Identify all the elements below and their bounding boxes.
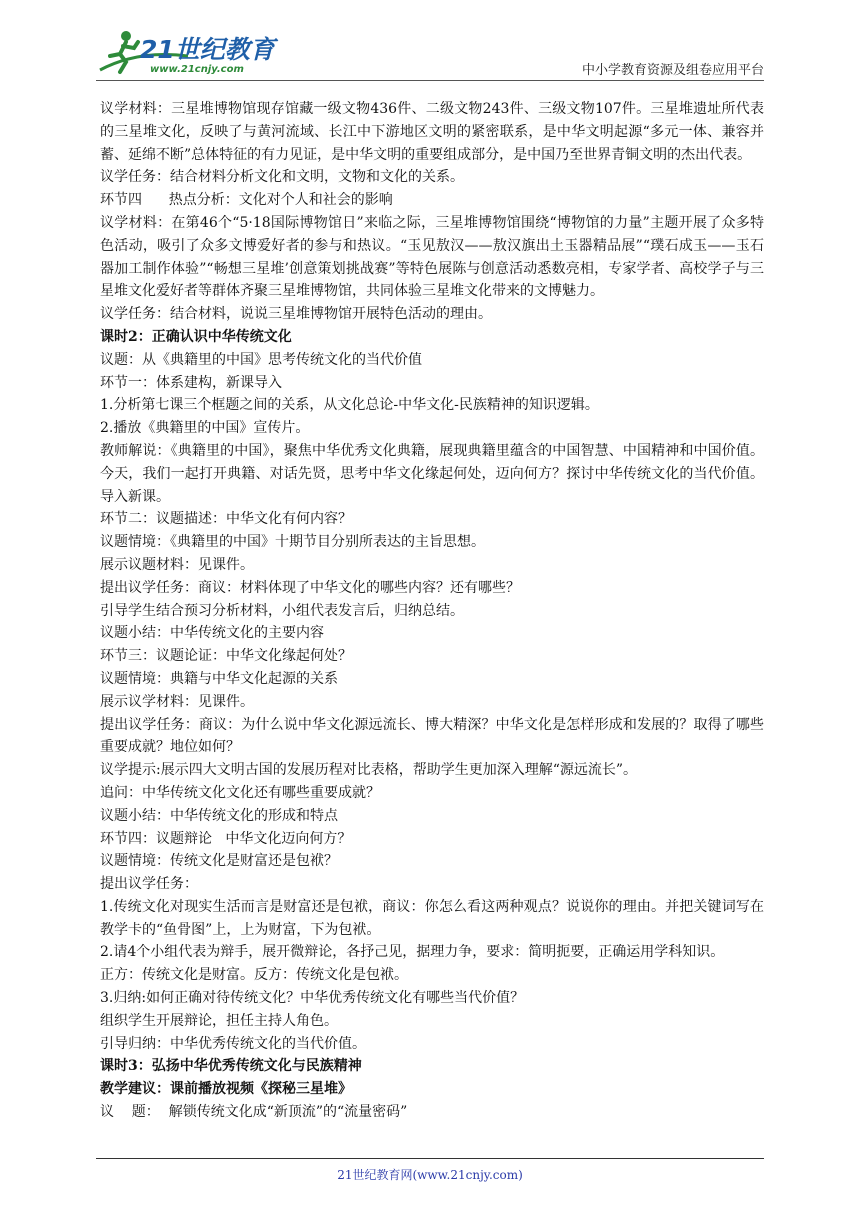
paragraph: 1.分析第七课三个框题之间的关系，从文化总论-中华文化-民族精神的知识逻辑。 (100, 397, 599, 414)
footer-divider (96, 1158, 764, 1159)
paragraph: 环节一：体系建构，新课导入 (100, 374, 282, 391)
paragraph: 议题情境：典籍与中华文化起源的关系 (100, 670, 338, 687)
paragraph: 环节四：议题辩论 中华文化迈向何方？ (100, 830, 352, 847)
site-logo (96, 26, 275, 82)
platform-name: 中小学教育资源及组卷应用平台 (581, 63, 764, 78)
paragraph: 议题情境：《典籍里的中国》十期节目分别所表达的主旨思想。 (100, 534, 485, 551)
paragraph: 议学任务：结合材料分析文化和文明，文物和文化的关系。 (100, 169, 464, 186)
paragraph: 3.归纳:如何正确对待传统文化？中华优秀传统文化有哪些当代价值？ (100, 990, 525, 1007)
footer-link[interactable]: 21世纪教育网(www.21cnjy.com) (337, 1168, 523, 1182)
section-heading: 课时3：弘扬中华优秀传统文化与民族精神 (100, 1058, 362, 1075)
paragraph: 追问：中华传统文化文化还有哪些重要成就？ (100, 784, 380, 801)
paragraph: 环节四 热点分析：文化对个人和社会的影响 (100, 192, 393, 209)
paragraph: 提出议学任务： (100, 876, 198, 893)
logo-url: www.21cnjy.com (150, 64, 244, 75)
paragraph: 引导归纳：中华优秀传统文化的当代价值。 (100, 1035, 366, 1052)
paragraph: 组织学生开展辩论，担任主持人角色。 (100, 1012, 338, 1029)
paragraph: 议题小结：中华传统文化的主要内容 (100, 625, 324, 642)
paragraph: 议题：从《典籍里的中国》思考传统文化的当代价值 (100, 351, 422, 368)
paragraph: 环节三：议题论证：中华文化缘起何处？ (100, 648, 352, 665)
paragraph: 议学任务：结合材料，说说三星堆博物馆开展特色活动的理由。 (100, 306, 492, 323)
document-body (100, 98, 764, 1124)
paragraph: 2.播放《典籍里的中国》宣传片。 (100, 420, 310, 437)
paragraph: 提出议学任务：商议：材料体现了中华文化的哪些内容？还有哪些？ (100, 579, 520, 596)
paragraph: 2.请4个小组代表为辩手，展开微辩论，各抒己见，据理力争，要求：简明扼要，正确运用学科知识。 (100, 944, 725, 961)
paragraph: 引导学生结合预习分析材料，小组代表发言后，归纳总结。 (100, 602, 464, 619)
paragraph: 展示议题材料：见课件。 (100, 556, 254, 573)
paragraph: 环节二：议题描述：中华文化有何内容？ (100, 511, 352, 528)
paragraph: 展示议学材料：见课件。 (100, 693, 254, 710)
paragraph: 议学材料：三星堆博物馆现存馆藏一级文物436件、二级文物243件、三级文物107件。三星堆遗址所代表的三星堆文化，反映了与黄河流域、长江中下游地区文明的紧密联系，是中华文明起源“多元一体、兼容并蓄、延绵不断”总体特征的有力见证，是中华文明的重要组成部分，是中国乃至世界青铜文明的杰出代表。 (100, 101, 764, 163)
paragraph: 教师解说：《典籍里的中国》，聚焦中华优秀文化典籍，展现典籍里蕴含的中国智慧、中国精神和中国价值。今天，我们一起打开典籍、对话先贤，思考中华文化缘起何处，迈向何方？探讨中华传统文化的当代价值。导入新课。 (100, 442, 764, 505)
paragraph: 议题情境：传统文化是财富还是包袱？ (100, 853, 338, 870)
section-heading: 课时2：正确认识中华传统文化 (100, 328, 292, 345)
paragraph: 提出议学任务：商议：为什么说中华文化源远流长、博大精深？中华文化是怎样形成和发展的？取得了哪些重要成就？地位如何？ (100, 716, 764, 756)
paragraph: 议学提示:展示四大文明古国的发展历程对比表格，帮助学生更加深入理解“源远流长”。 (100, 762, 638, 779)
paragraph: 议题小结：中华传统文化的形成和特点 (100, 807, 338, 824)
paragraph: 议学材料：在第46个“5·18国际博物馆日”来临之际，三星堆博物馆围绕“博物馆的力量”主题开展了众多特色活动，吸引了众多文博爱好者的参与和热议。“玉见敖汉——敖汉旗出土玉器精品展”“璞石成玉——玉石器加工制作体验”“畅想三星堆’创意策划挑战赛”等特色展陈与创意活动悉数亮相，专家学者、高校学子与三星堆文化爱好者等群体齐聚三星堆博物馆，共同体验三星堆文化带来的文博魅力。 (100, 214, 764, 300)
paragraph: 正方：传统文化是财富。反方：传统文化是包袱。 (100, 967, 408, 984)
paragraph: 议 题： 解锁传统文化成“新顶流”的“流量密码” (100, 1104, 408, 1121)
logo-text: 21世纪教育 (140, 35, 275, 64)
header-divider (96, 80, 764, 81)
page-header (96, 26, 764, 84)
section-heading: 教学建议：课前播放视频《探秘三星堆》 (100, 1081, 352, 1098)
paragraph: 1.传统文化对现实生活而言是财富还是包袱，商议：你怎么看这两种观点？说说你的理由。并把关键词写在教学卡的“鱼骨图”上，上为财富，下为包袱。 (100, 898, 764, 938)
